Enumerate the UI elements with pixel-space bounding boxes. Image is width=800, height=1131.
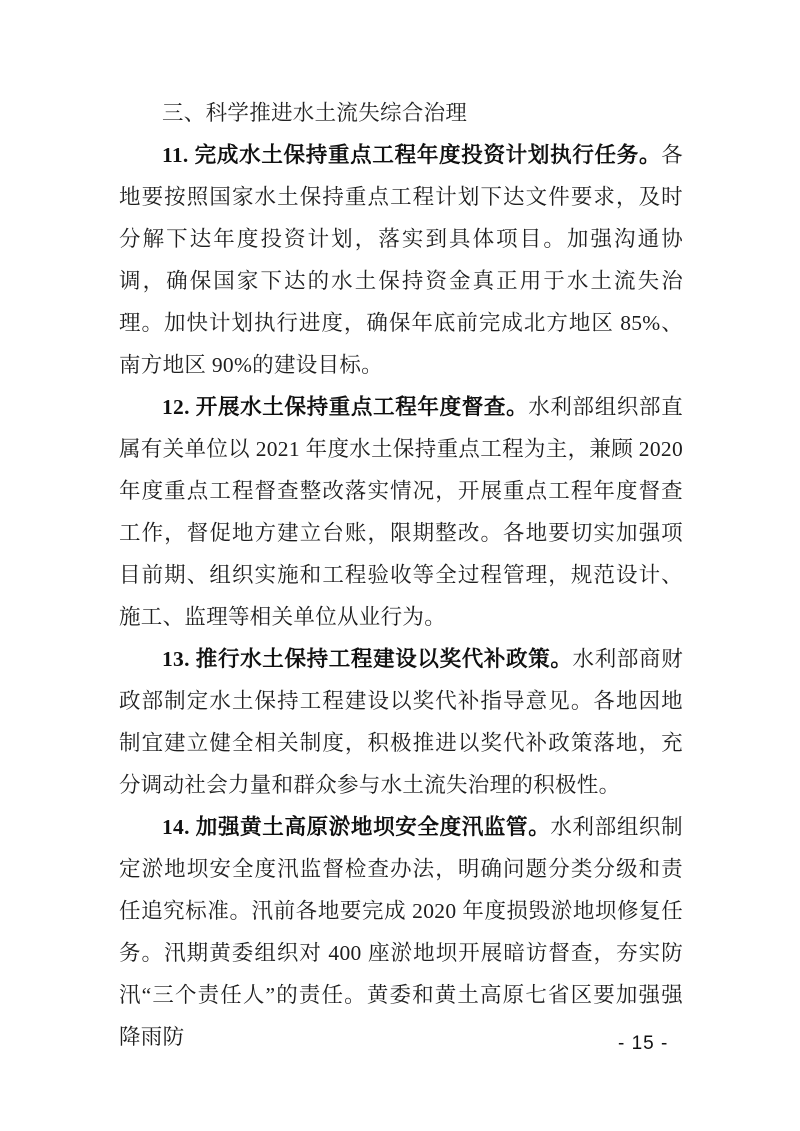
paragraph-14-body: 水利部组织制定淤地坝安全度汛监督检查办法，明确问题分类分级和责任追究标准。汛前各地要完成 2020 年度损毁淤地坝修复任务。汛期黄委组织对 400 座淤地坝开展暗访督查，夯实防汛“三个责任人”的责任。黄委和黄土高原七省区要加强强降雨防 — [119, 815, 683, 1049]
paragraph-11-lead: 11. 完成水土保持重点工程年度投资计划执行任务。 — [162, 143, 662, 167]
page-number: - 15 - — [618, 1033, 669, 1054]
paragraph-13 — [119, 638, 683, 806]
paragraph-12 — [119, 386, 683, 638]
paragraph-13-body: 水利部商财政部制定水土保持工程建设以奖代补指导意见。各地因地制宜建立健全相关制度，积极推进以奖代补政策落地，充分调动社会力量和群众参与水土流失治理的积极性。 — [119, 647, 683, 797]
paragraph-11 — [119, 134, 683, 386]
paragraph-14-lead: 14. 加强黄土高原淤地坝安全度汛监管。 — [162, 815, 551, 839]
paragraph-12-body: 水利部组织部直属有关单位以 2021 年度水土保持重点工程为主，兼顾 2020 年度重点工程督查整改落实情况，开展重点工程年度督查工作，督促地方建立台账，限期整改。各地要切实加强项目前期、组织实施和工程验收等全过程管理，规范设计、施工、监理等相关单位从业行为。 — [119, 395, 683, 629]
document-body — [119, 92, 683, 1058]
paragraph-14 — [119, 806, 683, 1058]
paragraph-11-body: 各地要按照国家水土保持重点工程计划下达文件要求，及时分解下达年度投资计划，落实到具体项目。加强沟通协调，确保国家下达的水土保持资金真正用于水土流失治理。加快计划执行进度，确保年底前完成北方地区 85%、南方地区 90%的建设目标。 — [119, 143, 683, 377]
paragraph-13-lead: 13. 推行水土保持工程建设以奖代补政策。 — [162, 647, 573, 671]
section-heading: 三、科学推进水土流失综合治理 — [162, 101, 468, 125]
paragraph-12-lead: 12. 开展水土保持重点工程年度督查。 — [162, 395, 529, 419]
